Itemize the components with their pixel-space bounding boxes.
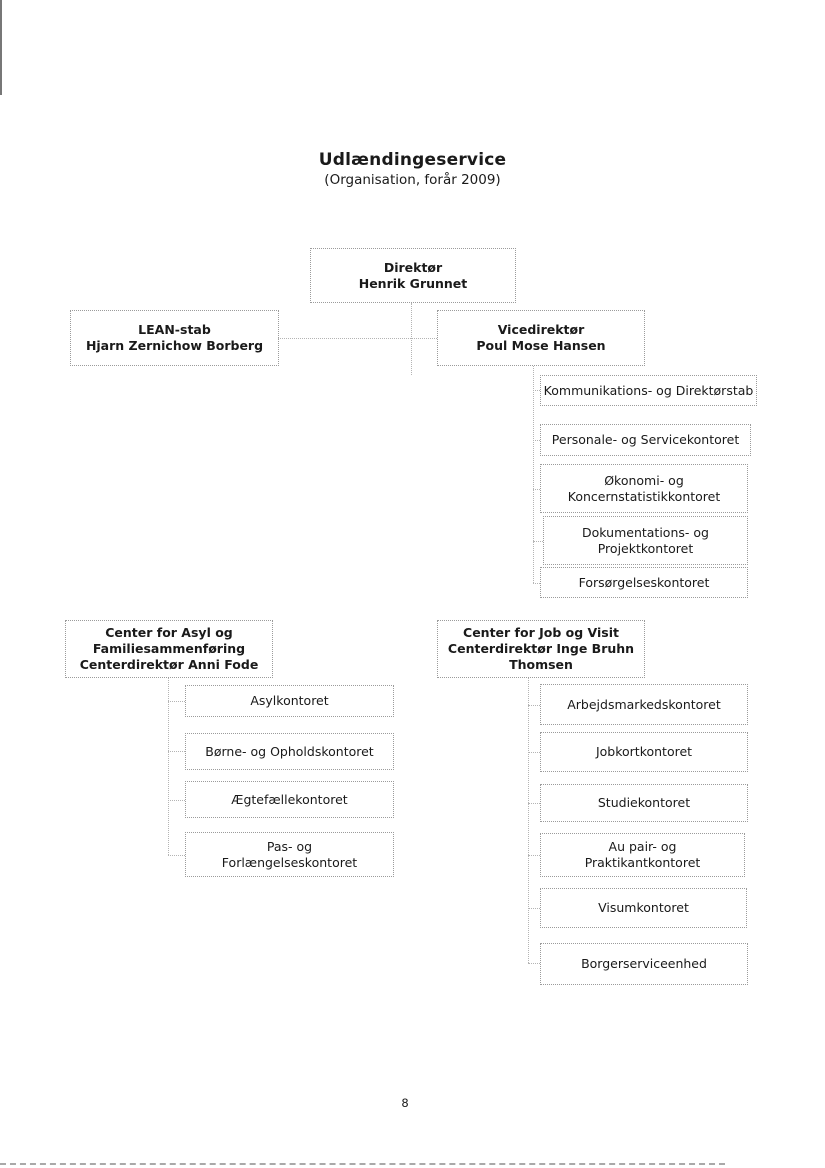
node-label: Centerdirektør Anni Fode: [79, 657, 259, 672]
node-label: Børne- og Opholdskontoret: [205, 743, 374, 759]
node-label: Ægtefællekontoret: [231, 791, 348, 807]
org-node-arbejdsmarkedskontoret: [540, 684, 748, 725]
connector-stub-forsorgelse: [533, 583, 540, 584]
org-node-asylkontoret: [185, 685, 394, 717]
scan-edge-artifact-bottom: [0, 1163, 725, 1165]
connector-asyl-rail: [168, 678, 169, 855]
node-label: Centerdirektør Inge Bruhn: [447, 641, 635, 656]
node-label: Projektkontoret: [597, 540, 694, 556]
node-label: Visumkontoret: [598, 900, 689, 915]
scan-edge-artifact-left: [0, 0, 2, 95]
node-label: Forlængelseskontoret: [221, 854, 358, 870]
org-node-direktor: [310, 248, 516, 303]
node-label: Studiekontoret: [597, 795, 691, 810]
connector-job-rail: [528, 678, 529, 963]
node-label: Asylkontoret: [250, 693, 329, 708]
org-node-visumkontoret: [540, 888, 747, 928]
connector-stub-personale: [533, 440, 540, 441]
connector-direktor-drop: [411, 303, 412, 375]
org-node-aupair-praktikantkontoret: [540, 833, 745, 877]
connector-stub-borgerservice: [528, 963, 540, 964]
org-node-studiekontoret: [540, 784, 748, 822]
connector-stub-dokumentation: [533, 541, 543, 542]
connector-stub-visum: [528, 908, 540, 909]
org-node-borgerserviceenhed: [540, 943, 748, 985]
connector-top-rail: [278, 338, 437, 339]
node-label: Au pair- og: [608, 839, 677, 854]
connector-stub-pas: [168, 855, 185, 856]
org-node-forsorgelseskontor: [540, 567, 748, 598]
org-node-center-asyl: [65, 620, 273, 678]
page-title: Udlændingeservice: [318, 150, 507, 170]
node-label: Praktikantkontoret: [584, 855, 701, 870]
connector-stub-aegtefaelle: [168, 800, 185, 801]
node-label: Hjarn Zernichow Borberg: [85, 338, 264, 353]
connector-stub-arbejdsmarked: [528, 705, 540, 706]
org-node-personalekontor: [540, 424, 751, 456]
page-subtitle: (Organisation, forår 2009): [324, 172, 501, 188]
title-block: [0, 150, 825, 188]
org-node-okonomikontor: [540, 464, 748, 513]
node-label: Forsørgelseskontoret: [578, 574, 710, 590]
node-label: Familiesammenføring: [92, 641, 246, 656]
node-label: Pas- og: [266, 838, 313, 854]
connector-stub-studie: [528, 803, 540, 804]
node-label: Koncernstatistikkontoret: [567, 488, 721, 504]
node-label: LEAN-stab: [138, 322, 211, 337]
connector-stub-aupair: [528, 855, 540, 856]
node-label: Dokumentations- og: [582, 524, 709, 540]
node-label: Personale- og Servicekontoret: [551, 432, 740, 447]
org-node-borne-opholdskontoret: [185, 733, 394, 770]
connector-stub-borne: [168, 751, 185, 752]
node-label: Borgerserviceenhed: [581, 956, 707, 971]
page-number: 8: [401, 1096, 409, 1110]
node-label: Center for Job og Visit: [463, 625, 619, 640]
org-node-kommunikationsstab: [540, 375, 757, 406]
node-label: Vicedirektør: [497, 322, 585, 337]
org-node-vicedirektor: [437, 310, 645, 366]
node-label: Poul Mose Hansen: [476, 338, 606, 353]
connector-stub-jobkort: [528, 752, 540, 753]
org-node-aegtefaellekontoret: [185, 781, 394, 818]
org-node-lean-stab: [70, 310, 279, 366]
org-node-dokumentationskontor: [543, 516, 748, 565]
connector-vice-rail: [533, 366, 534, 583]
org-node-jobkortkontoret: [540, 732, 748, 772]
node-label: Jobkortkontoret: [595, 744, 693, 759]
connector-stub-okonomi: [533, 489, 540, 490]
node-label: Thomsen: [509, 657, 573, 672]
connector-stub-kommunikation: [533, 390, 540, 391]
node-label: Økonomi- og: [604, 472, 684, 488]
node-label: Center for Asyl og: [105, 625, 233, 640]
node-label: Direktør: [383, 259, 443, 275]
node-label: Henrik Grunnet: [358, 275, 468, 291]
org-node-center-job: [437, 620, 645, 678]
connector-stub-asylkontoret: [168, 701, 185, 702]
org-node-pas-forlaengelseskontoret: [185, 832, 394, 877]
node-label: Arbejdsmarkedskontoret: [567, 696, 721, 712]
node-label: Kommunikations- og Direktørstab: [543, 382, 754, 398]
